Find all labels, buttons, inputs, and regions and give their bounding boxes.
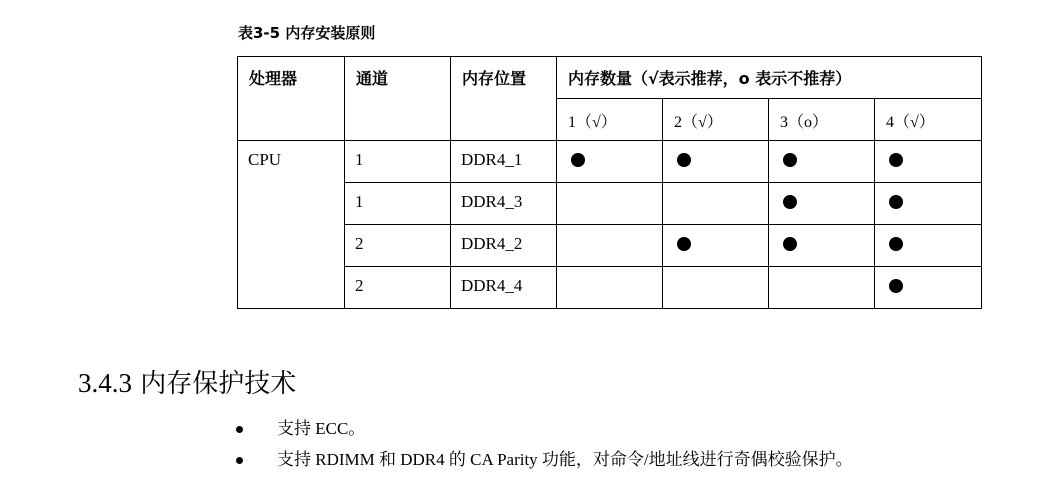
channel-cell: 2 bbox=[345, 267, 451, 309]
table-row bbox=[238, 225, 982, 267]
table-caption: 表3-5 内存安装原则 bbox=[238, 24, 376, 42]
processor-cell: CPU bbox=[238, 141, 345, 309]
mark-cell-count-4 bbox=[875, 183, 982, 225]
mark-cell-count-2 bbox=[663, 267, 769, 309]
filled-dot-icon bbox=[889, 237, 903, 251]
filled-dot-icon bbox=[889, 153, 903, 167]
bullet-text: 支持 ECC。 bbox=[277, 419, 366, 438]
mark-cell-count-4 bbox=[875, 225, 982, 267]
bullet-icon bbox=[236, 426, 243, 433]
slot-cell: DDR4_4 bbox=[451, 267, 557, 309]
slot-cell: DDR4_2 bbox=[451, 225, 557, 267]
filled-dot-icon bbox=[571, 153, 585, 167]
section-number: 3.4.3 bbox=[78, 368, 132, 398]
mark-cell-count-3 bbox=[769, 225, 875, 267]
table-row bbox=[238, 183, 982, 225]
header-processor: 处理器 bbox=[238, 57, 345, 141]
mark-cell-count-2 bbox=[663, 225, 769, 267]
slot-cell: DDR4_1 bbox=[451, 141, 557, 183]
mark-cell-count-4 bbox=[875, 267, 982, 309]
section-heading bbox=[78, 366, 296, 401]
header-channel: 通道 bbox=[345, 57, 451, 141]
mark-cell-count-3 bbox=[769, 267, 875, 309]
section-title-text: 内存保护技术 bbox=[140, 369, 297, 399]
slot-cell: DDR4_3 bbox=[451, 183, 557, 225]
mark-cell-count-3 bbox=[769, 141, 875, 183]
filled-dot-icon bbox=[677, 153, 691, 167]
filled-dot-icon bbox=[783, 237, 797, 251]
header-count-3: 3（o） bbox=[769, 99, 875, 141]
memory-install-table bbox=[237, 56, 982, 309]
channel-cell: 2 bbox=[345, 225, 451, 267]
header-count-4: 4（√） bbox=[875, 99, 982, 141]
channel-cell: 1 bbox=[345, 141, 451, 183]
mark-cell-count-3 bbox=[769, 183, 875, 225]
table-header-row bbox=[238, 57, 982, 99]
header-count-2: 2（√） bbox=[663, 99, 769, 141]
mark-cell-count-1 bbox=[557, 183, 663, 225]
filled-dot-icon bbox=[889, 279, 903, 293]
filled-dot-icon bbox=[783, 153, 797, 167]
mark-cell-count-4 bbox=[875, 141, 982, 183]
mark-cell-count-2 bbox=[663, 183, 769, 225]
table-row bbox=[238, 267, 982, 309]
filled-dot-icon bbox=[677, 237, 691, 251]
bullet-icon bbox=[236, 457, 243, 464]
header-count-group: 内存数量（√表示推荐，o 表示不推荐） bbox=[557, 57, 982, 99]
header-count-1: 1（√） bbox=[557, 99, 663, 141]
filled-dot-icon bbox=[889, 195, 903, 209]
table-row bbox=[238, 141, 982, 183]
filled-dot-icon bbox=[783, 195, 797, 209]
bullet-text: 支持 RDIMM 和 DDR4 的 CA Parity 功能，对命令/地址线进行奇偶校验保护。 bbox=[277, 450, 853, 469]
channel-cell: 1 bbox=[345, 183, 451, 225]
mark-cell-count-2 bbox=[663, 141, 769, 183]
mark-cell-count-1 bbox=[557, 225, 663, 267]
mark-cell-count-1 bbox=[557, 267, 663, 309]
header-slot: 内存位置 bbox=[451, 57, 557, 141]
mark-cell-count-1 bbox=[557, 141, 663, 183]
